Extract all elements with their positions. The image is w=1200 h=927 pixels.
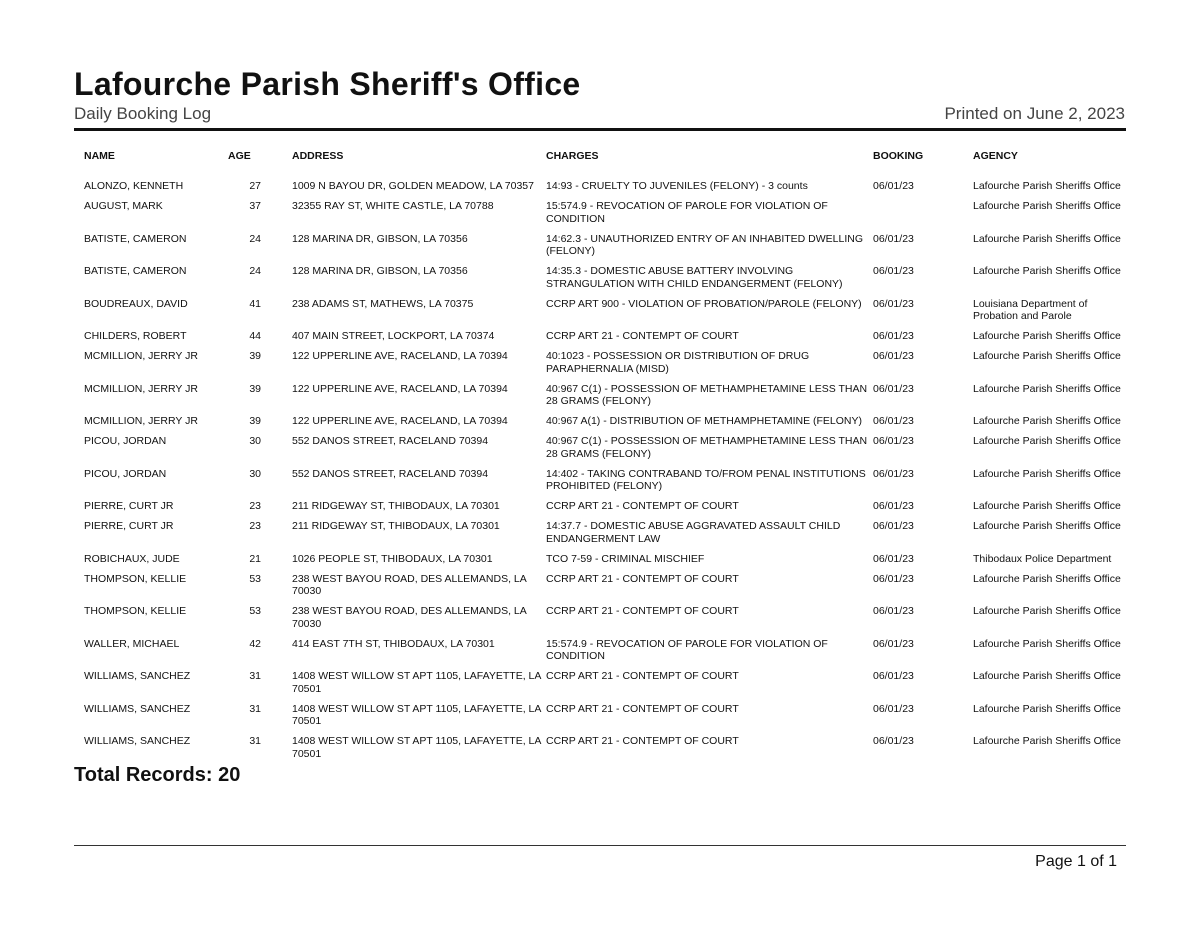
column-header-charges: CHARGES [546,150,599,162]
cell-age: 39 [249,382,261,395]
cell-name: PIERRE, CURT JR [84,520,174,532]
cell-spacer [261,330,292,350]
cell-address: 1009 N BAYOU DR, GOLDEN MEADOW, LA 70357 [292,180,534,192]
cell-spacer [261,638,292,671]
table-row [74,415,1136,435]
cell-name: WILLIAMS, SANCHEZ [84,670,191,682]
cell-booking: 06/01/23 [873,670,914,682]
column-header-age: AGE [228,150,251,162]
cell-name: WALLER, MICHAEL [84,637,180,650]
cell-charges: CCRP ART 21 - CONTEMPT OF COURT [546,330,739,342]
table-body [74,180,1136,768]
table-row [74,553,1136,573]
table-row [74,330,1136,350]
cell-name: BATISTE, CAMERON [84,265,187,277]
cell-booking: 06/01/23 [873,415,914,427]
cell-age: 27 [249,180,261,192]
cell-spacer [261,265,292,298]
cell-booking: 06/01/23 [873,265,914,277]
cell-booking: 06/01/23 [873,435,914,447]
cell-charges: 14:35.3 - DOMESTIC ABUSE BATTERY INVOLVING STRANGULATION WITH CHILD ENDANGERMENT (FELONY) [546,265,843,290]
cell-charges: CCRP ART 21 - CONTEMPT OF COURT [546,500,739,512]
cell-spacer [261,520,292,553]
cell-booking: 06/01/23 [873,637,914,650]
cell-address: 414 EAST 7TH ST, THIBODAUX, LA 70301 [292,637,495,650]
cell-name: MCMILLION, JERRY JR [84,382,198,395]
cell-booking [873,200,973,233]
cell-agency: Lafourche Parish Sheriffs Office [973,330,1121,342]
table-row [74,670,1136,703]
cell-charges: CCRP ART 21 - CONTEMPT OF COURT [546,572,739,585]
cell-booking: 06/01/23 [873,500,914,512]
table-row [74,638,1136,671]
cell-agency: Lafourche Parish Sheriffs Office [973,382,1121,395]
cell-age: 53 [249,605,261,617]
cell-address: 238 WEST BAYOU ROAD, DES ALLEMANDS, LA 70030 [292,605,527,630]
table-row [74,180,1136,200]
table-row [74,383,1136,416]
cell-booking: 06/01/23 [873,552,914,565]
cell-age: 24 [249,265,261,277]
cell-agency: Lafourche Parish Sheriffs Office [973,435,1121,447]
cell-booking: 06/01/23 [873,702,914,715]
cell-charges: 40:967 A(1) - DISTRIBUTION OF METHAMPHETAMINE (FELONY) [546,415,863,427]
cell-agency: Lafourche Parish Sheriffs Office [973,265,1121,277]
table-row [74,605,1136,638]
cell-address: 122 UPPERLINE AVE, RACELAND, LA 70394 [292,382,508,395]
total-records: Total Records: 20 [74,764,241,786]
cell-name: PICOU, JORDAN [84,467,167,480]
cell-name: WILLIAMS, SANCHEZ [84,702,191,715]
cell-address: 211 RIDGEWAY ST, THIBODAUX, LA 70301 [292,520,500,532]
column-header-name: NAME [84,150,115,162]
table-row [74,520,1136,553]
cell-spacer [261,703,292,736]
cell-spacer [261,500,292,520]
header-divider [74,128,1126,131]
cell-age: 42 [249,637,261,650]
cell-age: 39 [249,350,261,362]
cell-booking: 06/01/23 [873,735,914,747]
cell-charges: 40:1023 - POSSESSION OR DISTRIBUTION OF DRUG PARAPHERNALIA (MISD) [546,350,810,375]
cell-address: 211 RIDGEWAY ST, THIBODAUX, LA 70301 [292,500,500,512]
column-spacer [261,142,292,180]
cell-address: 122 UPPERLINE AVE, RACELAND, LA 70394 [292,415,508,427]
cell-charges: 40:967 C(1) - POSSESSION OF METHAMPHETAMINE LESS THAN 28 GRAMS (FELONY) [546,382,868,407]
cell-agency: Lafourche Parish Sheriffs Office [973,735,1121,747]
cell-age: 30 [249,467,261,480]
table-row [74,200,1136,233]
cell-charges: 15:574.9 - REVOCATION OF PAROLE FOR VIOLATION OF CONDITION [546,637,828,662]
cell-name: ROBICHAUX, JUDE [84,552,180,565]
cell-booking: 06/01/23 [873,297,914,310]
table-row [74,468,1136,501]
booking-table [74,142,1136,768]
table-header-row [74,142,1136,180]
cell-name: CHILDERS, ROBERT [84,330,187,342]
cell-name: PICOU, JORDAN [84,435,167,447]
cell-agency: Lafourche Parish Sheriffs Office [973,637,1121,650]
table-row [74,233,1136,266]
cell-address: 1408 WEST WILLOW ST APT 1105, LAFAYETTE, LA 70501 [292,702,541,727]
cell-name: BATISTE, CAMERON [84,232,187,245]
cell-booking: 06/01/23 [873,350,914,362]
cell-booking: 06/01/23 [873,520,914,532]
cell-charges: 15:574.9 - REVOCATION OF PAROLE FOR VIOLATION OF CONDITION [546,200,828,225]
printed-date: Printed on June 2, 2023 [944,104,1125,123]
cell-charges: CCRP ART 21 - CONTEMPT OF COURT [546,670,739,682]
table-row [74,735,1136,768]
cell-spacer [261,573,292,606]
cell-charges: CCRP ART 900 - VIOLATION OF PROBATION/PAROLE (FELONY) [546,297,862,310]
cell-age: 23 [249,520,261,532]
cell-agency: Lafourche Parish Sheriffs Office [973,670,1121,682]
cell-agency: Thibodaux Police Department [973,552,1112,565]
cell-spacer [261,233,292,266]
cell-booking: 06/01/23 [873,572,914,585]
cell-name: THOMPSON, KELLIE [84,572,187,585]
page-subtitle: Daily Booking Log [74,104,212,123]
cell-spacer [261,435,292,468]
cell-agency: Lafourche Parish Sheriffs Office [973,500,1121,512]
footer-divider [74,845,1126,846]
cell-address: 407 MAIN STREET, LOCKPORT, LA 70374 [292,330,495,342]
cell-spacer [261,468,292,501]
table-row [74,573,1136,606]
cell-agency: Lafourche Parish Sheriffs Office [973,702,1121,715]
cell-address: 1408 WEST WILLOW ST APT 1105, LAFAYETTE, LA 70501 [292,735,541,760]
cell-address: 238 WEST BAYOU ROAD, DES ALLEMANDS, LA 70030 [292,572,527,597]
cell-charges: 14:62.3 - UNAUTHORIZED ENTRY OF AN INHABITED DWELLING (FELONY) [546,232,864,257]
cell-address: 238 ADAMS ST, MATHEWS, LA 70375 [292,297,474,310]
cell-booking: 06/01/23 [873,330,914,342]
cell-address: 32355 RAY ST, WHITE CASTLE, LA 70788 [292,200,494,212]
cell-age: 24 [249,232,261,245]
cell-agency: Lafourche Parish Sheriffs Office [973,232,1121,245]
cell-age: 41 [249,297,261,310]
cell-age: 31 [249,702,261,715]
cell-name: MCMILLION, JERRY JR [84,415,198,427]
cell-charges: 14:93 - CRUELTY TO JUVENILES (FELONY) - 3 counts [546,180,808,192]
cell-charges: CCRP ART 21 - CONTEMPT OF COURT [546,702,739,715]
table-row [74,298,1136,331]
cell-booking: 06/01/23 [873,180,914,192]
column-header-address: ADDRESS [292,150,344,162]
cell-booking: 06/01/23 [873,467,914,480]
cell-age: 39 [249,415,261,427]
cell-name: PIERRE, CURT JR [84,500,174,512]
cell-agency: Lafourche Parish Sheriffs Office [973,200,1121,212]
cell-name: WILLIAMS, SANCHEZ [84,735,191,747]
page-title: Lafourche Parish Sheriff's Office [74,66,581,102]
cell-spacer [261,735,292,768]
cell-spacer [261,200,292,233]
cell-spacer [261,298,292,331]
cell-name: ALONZO, KENNETH [84,180,184,192]
cell-booking: 06/01/23 [873,382,914,395]
cell-spacer [261,180,292,200]
cell-agency: Louisiana Department of Probation and Parole [973,297,1088,322]
cell-booking: 06/01/23 [873,605,914,617]
cell-age: 31 [249,735,261,747]
cell-charges: CCRP ART 21 - CONTEMPT OF COURT [546,605,739,617]
column-header-booking: BOOKING [873,150,924,162]
cell-age: 30 [249,435,261,447]
cell-age: 44 [249,330,261,342]
cell-age: 21 [249,552,261,565]
cell-charges: 14:402 - TAKING CONTRABAND TO/FROM PENAL INSTITUTIONS PROHIBITED (FELONY) [546,467,866,492]
cell-agency: Lafourche Parish Sheriffs Office [973,572,1121,585]
cell-spacer [261,605,292,638]
cell-age: 31 [249,670,261,682]
cell-name: THOMPSON, KELLIE [84,605,187,617]
cell-charges: 40:967 C(1) - POSSESSION OF METHAMPHETAMINE LESS THAN 28 GRAMS (FELONY) [546,435,868,460]
cell-address: 128 MARINA DR, GIBSON, LA 70356 [292,265,468,277]
cell-agency: Lafourche Parish Sheriffs Office [973,520,1121,532]
cell-name: AUGUST, MARK [84,200,163,212]
cell-spacer [261,383,292,416]
cell-spacer [261,415,292,435]
cell-agency: Lafourche Parish Sheriffs Office [973,605,1121,617]
cell-booking: 06/01/23 [873,232,914,245]
cell-name: BOUDREAUX, DAVID [84,297,188,310]
cell-agency: Lafourche Parish Sheriffs Office [973,180,1121,192]
cell-charges: CCRP ART 21 - CONTEMPT OF COURT [546,735,739,747]
cell-spacer [261,350,292,383]
cell-address: 552 DANOS STREET, RACELAND 70394 [292,435,489,447]
cell-spacer [261,670,292,703]
cell-address: 128 MARINA DR, GIBSON, LA 70356 [292,232,468,245]
cell-age: 53 [249,572,261,585]
cell-agency: Lafourche Parish Sheriffs Office [973,415,1121,427]
cell-name: MCMILLION, JERRY JR [84,350,198,362]
table-row [74,500,1136,520]
cell-address: 1026 PEOPLE ST, THIBODAUX, LA 70301 [292,552,493,565]
cell-address: 552 DANOS STREET, RACELAND 70394 [292,467,489,480]
cell-charges: 14:37.7 - DOMESTIC ABUSE AGGRAVATED ASSAULT CHILD ENDANGERMENT LAW [546,520,841,545]
cell-charges: TCO 7-59 - CRIMINAL MISCHIEF [546,552,705,565]
cell-agency: Lafourche Parish Sheriffs Office [973,350,1121,362]
column-header-agency: AGENCY [973,150,1018,162]
table-row [74,350,1136,383]
cell-age: 23 [249,500,261,512]
page-number: Page 1 of 1 [1035,853,1117,870]
cell-age: 37 [249,200,261,212]
table-row [74,265,1136,298]
table-row [74,435,1136,468]
table-row [74,703,1136,736]
cell-address: 122 UPPERLINE AVE, RACELAND, LA 70394 [292,350,508,362]
cell-agency: Lafourche Parish Sheriffs Office [973,467,1121,480]
cell-spacer [261,553,292,573]
cell-address: 1408 WEST WILLOW ST APT 1105, LAFAYETTE, LA 70501 [292,670,541,695]
